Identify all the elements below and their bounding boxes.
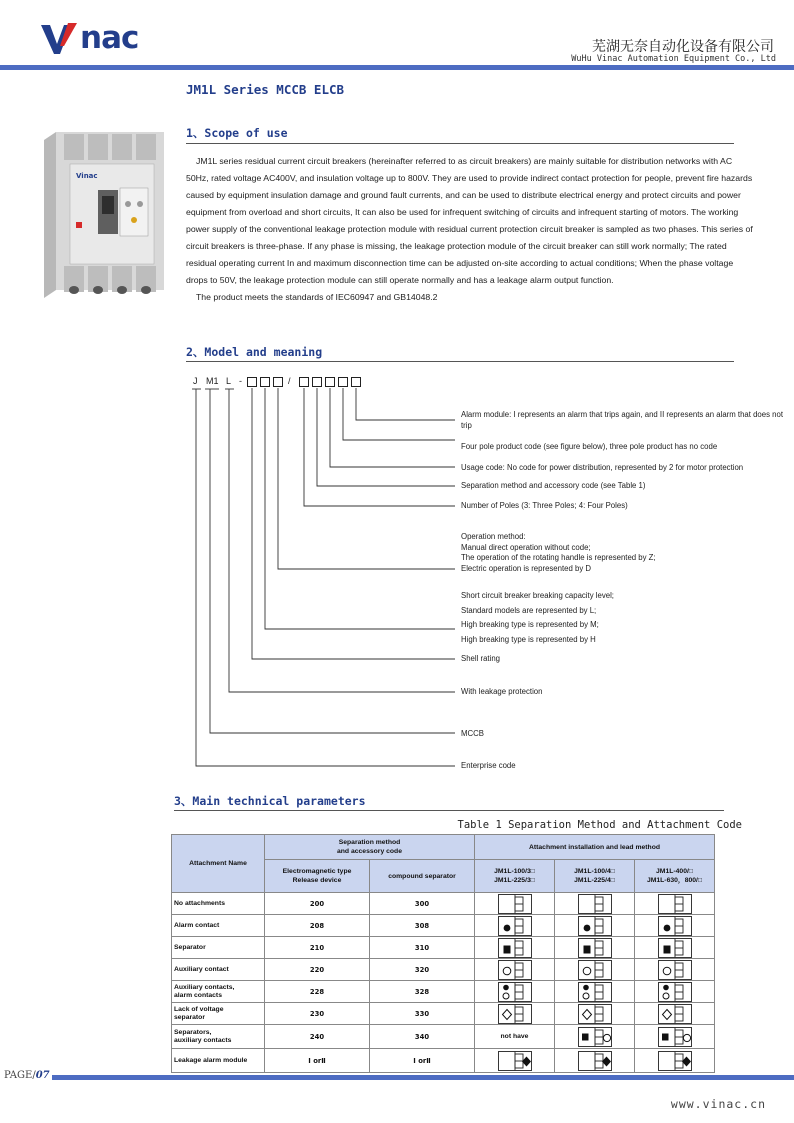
cell-attachment-name xyxy=(172,893,265,915)
desc-usage-code: Usage code: No code for power distribution, represented by 2 for motor protection xyxy=(461,463,744,472)
cell-attachment-name xyxy=(172,959,265,981)
attachment-symbol-icon xyxy=(658,1004,692,1024)
cell-install-symbol xyxy=(635,1003,715,1025)
desc-leakage: With leakage protection xyxy=(461,687,543,696)
cell-compound-code: 320 xyxy=(370,959,475,981)
cell-compound-code: 330 xyxy=(370,1003,475,1025)
cell-install-symbol xyxy=(635,937,715,959)
scope-paragraph: JM1L series residual current circuit breakers (hereinafter referred to as circuit breakers) are mainly suitable for distribution networks with AC 50Hz, rated voltage AC400V, and insulation voltage up to 800V. They are used to provide indirect contact protection for people, prevent fire hazards caused by equipment insulation damage and ground fault currents, and can be used to distribute electrical energy and protect circuits and power equipment from overload and short circuits, It can also be used for infrequent switching of circuits and infrequent starting of motors. The working power supply of the conventional leakage protection module with residual current protection circuit breaker is sampled as two phases. This series of circuit breakers is three-phase. If any phase is missing, the leakage protection module of the circuit breaker can still work normally; The rated residual operating current In and maximum disconnection time can be adjusted on-site according to actual conditions; When the phase voltage drops to 50V, the leakage protection module can still operate normally and has a leakage alarm output function. xyxy=(186,156,753,285)
th-line: JM1L-630，800/□ xyxy=(646,877,703,884)
attachment-symbol-icon xyxy=(578,916,612,936)
cell-install-symbol xyxy=(555,959,635,981)
cell-compound-code: 310 xyxy=(370,937,475,959)
cell-compound-code: 300 xyxy=(370,893,475,915)
cell-install-symbol xyxy=(555,915,635,937)
attachment-symbol-icon xyxy=(578,1051,612,1071)
cell-install-symbol xyxy=(475,893,555,915)
cell-line: separator xyxy=(174,1013,205,1021)
th-model-a xyxy=(475,860,555,893)
svg-text:Vinac: Vinac xyxy=(76,172,98,180)
cell-attachment-name xyxy=(172,981,265,1003)
cell-electromagnetic-code: I orⅡ xyxy=(265,1049,370,1073)
cell-line: Lack of voltage xyxy=(174,1005,224,1013)
th-line: Separation method xyxy=(338,839,401,846)
attachment-symbol-icon xyxy=(498,894,532,914)
desc-line: Operation method: xyxy=(461,532,526,541)
cell-attachment-name xyxy=(172,1003,265,1025)
cell-line: auxiliary contacts xyxy=(174,1036,232,1044)
th-line: JM1L-225/4□ xyxy=(574,877,615,884)
table-caption: Table 1 Separation Method and Attachment Code xyxy=(457,819,742,831)
footer-rule xyxy=(52,1075,794,1080)
th-line: and accessory code xyxy=(337,848,402,855)
section-scope-heading: 1、Scope of use xyxy=(186,126,288,140)
cell-electromagnetic-code: 208 xyxy=(265,915,370,937)
cell-electromagnetic-code: 228 xyxy=(265,981,370,1003)
desc-line: Manual direct operation without code; xyxy=(461,542,591,552)
cell-electromagnetic-code: 210 xyxy=(265,937,370,959)
code-l: L xyxy=(226,376,232,386)
attachment-symbol-icon xyxy=(578,982,612,1002)
cell-install-symbol xyxy=(475,937,555,959)
section-params-heading: 3、Main technical parameters xyxy=(174,794,366,808)
th-line: JM1L-100/3□ xyxy=(494,868,535,875)
th-compound: compound separator xyxy=(370,860,475,893)
cell-install-symbol xyxy=(555,937,635,959)
page-number: 07 xyxy=(35,1070,50,1081)
cell-install-symbol xyxy=(555,1003,635,1025)
company-name-cn: 芜湖无奈自动化设备有限公司 xyxy=(592,39,774,55)
code-slash: / xyxy=(288,376,291,386)
cell-install-symbol xyxy=(475,981,555,1003)
cell-install-symbol xyxy=(555,893,635,915)
cell-line: Alarm contact xyxy=(174,921,220,929)
th-line: JM1L-100/4□ xyxy=(574,868,615,875)
code-dash: - xyxy=(239,376,242,386)
attachment-symbol-icon xyxy=(578,894,612,914)
attachment-symbol-icon xyxy=(578,938,612,958)
website-url: www.vinac.cn xyxy=(670,1097,766,1111)
cell-compound-code: 340 xyxy=(370,1025,475,1049)
attachment-symbol-icon xyxy=(498,1004,532,1024)
table-body xyxy=(172,893,715,1073)
desc-mccb: MCCB xyxy=(461,729,484,738)
cell-attachment-name xyxy=(172,1049,265,1073)
desc-line: High breaking type is represented by M; xyxy=(461,620,599,629)
attachment-symbol-icon xyxy=(578,960,612,980)
cell-install-symbol xyxy=(635,893,715,915)
th-separation-group xyxy=(265,835,475,860)
cell-install-symbol xyxy=(555,1025,635,1049)
page-prefix: PAGE/ xyxy=(4,1070,36,1081)
desc-breaking xyxy=(461,589,786,647)
cell-line: Separators, xyxy=(174,1028,212,1036)
desc-separation: Separation method and accessory code (see Table 1) xyxy=(461,481,646,490)
section-rule xyxy=(174,810,724,811)
code-m1: M1 xyxy=(206,376,219,386)
desc-four-pole: Four pole product code (see figure below), three pole product has no code xyxy=(461,442,718,451)
cell-install-symbol xyxy=(555,1049,635,1073)
th-install-group: Attachment installation and lead method xyxy=(475,835,715,860)
table-row xyxy=(172,1049,715,1073)
document-title: JM1L Series MCCB ELCB xyxy=(186,82,345,97)
brand-wordmark: nac xyxy=(80,20,139,56)
cell-electromagnetic-code: 240 xyxy=(265,1025,370,1049)
table-row xyxy=(172,915,715,937)
table-row xyxy=(172,1003,715,1025)
attachment-symbol-icon xyxy=(498,938,532,958)
cell-install-symbol xyxy=(635,981,715,1003)
attachment-symbol-icon xyxy=(658,1051,692,1071)
attachment-symbol-icon xyxy=(658,938,692,958)
code-j: J xyxy=(193,376,198,386)
cell-compound-code: I orⅡ xyxy=(370,1049,475,1073)
th-model-c xyxy=(635,860,715,893)
desc-operation xyxy=(461,532,786,574)
attachment-symbol-icon xyxy=(498,1051,532,1071)
desc-alarm-module: Alarm module: I represents an alarm that trips again, and II represents an alarm that does not trip xyxy=(461,410,784,430)
attachment-symbol-icon xyxy=(658,916,692,936)
cell-install-symbol xyxy=(555,981,635,1003)
cell-compound-code: 328 xyxy=(370,981,475,1003)
table-row xyxy=(172,1025,715,1049)
cell-install-symbol xyxy=(475,1003,555,1025)
cell-install-symbol xyxy=(475,915,555,937)
desc-line: The operation of the rotating handle is represented by Z; xyxy=(461,553,656,562)
page-label xyxy=(4,1070,50,1081)
th-model-b xyxy=(555,860,635,893)
th-line: Electromagnetic type xyxy=(282,868,352,875)
desc-shell: Shell rating xyxy=(461,654,501,663)
desc-enterprise: Enterprise code xyxy=(461,761,516,770)
cell-install-symbol xyxy=(635,1049,715,1073)
cell-install-symbol xyxy=(475,1049,555,1073)
cell-line: No attachments xyxy=(174,899,225,907)
cell-install-symbol xyxy=(475,959,555,981)
attachment-symbol-icon xyxy=(498,982,532,1002)
table-row xyxy=(172,937,715,959)
th-attachment-name: Attachment Name xyxy=(172,835,265,893)
desc-poles: Number of Poles (3: Three Poles; 4: Four Poles) xyxy=(461,501,628,510)
th-line: JM1L-400/□ xyxy=(656,868,693,875)
table-row xyxy=(172,981,715,1003)
cell-line: Separator xyxy=(174,943,206,951)
cell-install-symbol xyxy=(635,1025,715,1049)
scope-standards: The product meets the standards of IEC60947 and GB14048.2 xyxy=(196,292,438,302)
cell-line: Leakage alarm module xyxy=(174,1056,248,1064)
attachment-symbol-icon xyxy=(578,1004,612,1024)
cell-line: Auxiliary contact xyxy=(174,965,229,973)
cell-electromagnetic-code: 230 xyxy=(265,1003,370,1025)
table-row xyxy=(172,893,715,915)
desc-line: Standard models are represented by L; xyxy=(461,605,597,615)
attachment-symbol-icon xyxy=(658,1027,692,1047)
cell-electromagnetic-code: 220 xyxy=(265,959,370,981)
cell-compound-code: 308 xyxy=(370,915,475,937)
section-model-heading: 2、Model and meaning xyxy=(186,345,323,359)
cell-attachment-name xyxy=(172,915,265,937)
cell-attachment-name xyxy=(172,1025,265,1049)
desc-line: Electric operation is represented by D xyxy=(461,563,592,573)
cell-electromagnetic-code: 200 xyxy=(265,893,370,915)
attachment-symbol-icon xyxy=(578,1027,612,1047)
attachment-symbol-icon xyxy=(498,916,532,936)
attachment-symbol-icon xyxy=(658,982,692,1002)
th-line: JM1L-225/3□ xyxy=(494,877,535,884)
company-name-en: WuHu Vinac Automation Equipment Co., Ltd xyxy=(571,54,776,64)
desc-line: High breaking type is represented by H xyxy=(461,634,596,644)
attachment-symbol-icon xyxy=(658,894,692,914)
attachment-code-table xyxy=(171,834,715,1073)
cell-install-symbol xyxy=(635,915,715,937)
table-row xyxy=(172,959,715,981)
cell-install-symbol xyxy=(635,959,715,981)
desc-line: Short circuit breaker breaking capacity level; xyxy=(461,591,614,600)
th-line: Release device xyxy=(292,877,342,884)
cell-attachment-name xyxy=(172,937,265,959)
attachment-symbol-icon xyxy=(658,960,692,980)
attachment-symbol-icon xyxy=(498,960,532,980)
cell-install-symbol: not have xyxy=(475,1025,555,1049)
th-electromagnetic xyxy=(265,860,370,893)
cell-line: alarm contacts xyxy=(174,991,222,999)
cell-line: Auxiliary contacts, xyxy=(174,983,235,991)
